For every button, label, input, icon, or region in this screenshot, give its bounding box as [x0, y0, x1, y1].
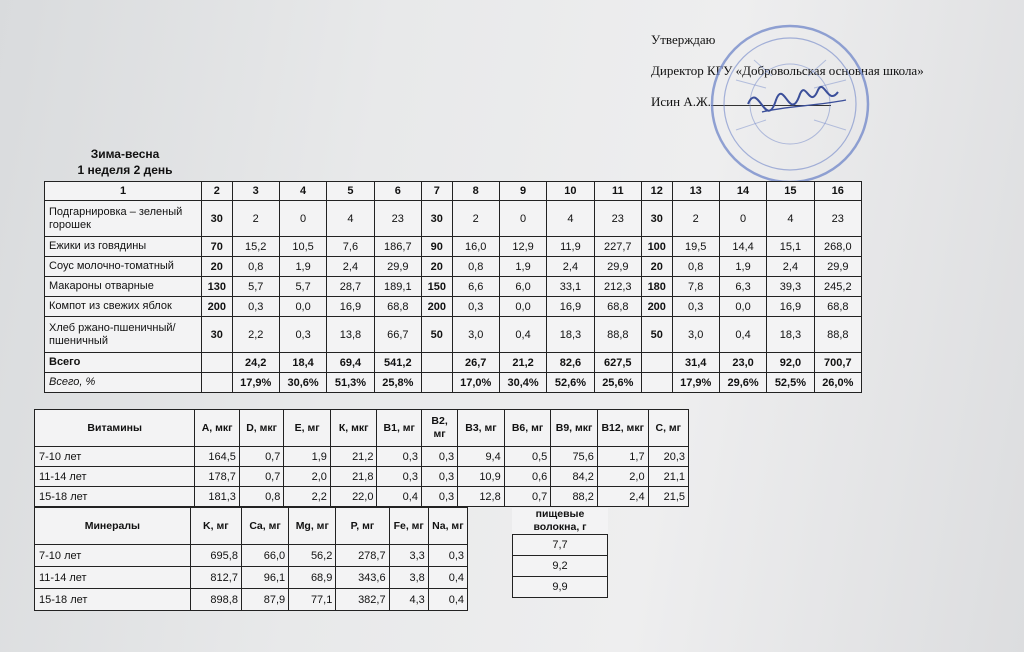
table-cell: 51,3% [327, 373, 374, 393]
table-cell: 12,8 [458, 487, 505, 507]
header-cell: 2 [202, 182, 233, 201]
table-cell: 0,4 [428, 589, 467, 611]
dish-name: Соус молочно-томатный [45, 257, 202, 277]
table-cell: 30 [202, 201, 233, 237]
table-cell: 17,9% [232, 373, 279, 393]
season-title: Зима-весна [90, 147, 160, 161]
header-cell: 3 [232, 182, 279, 201]
table-cell: 0,3 [377, 467, 421, 487]
dish-name: Подгарнировка – зеленый горошек [45, 201, 202, 237]
table-cell: 92,0 [767, 353, 814, 373]
table-cell: 20,3 [648, 447, 688, 467]
header-cell: 8 [452, 182, 499, 201]
table-cell: 10,9 [458, 467, 505, 487]
table-cell: 18,3 [767, 317, 814, 353]
table-cell: 7,8 [672, 277, 719, 297]
table-header-row [35, 508, 468, 545]
table-cell: 96,1 [241, 567, 288, 589]
table-cell: 150 [421, 277, 452, 297]
table-cell: 0,3 [279, 317, 326, 353]
table-cell: 2,4 [597, 487, 648, 507]
header-cell: 5 [327, 182, 374, 201]
table-cell: 6,3 [719, 277, 766, 297]
age-label: 11-14 лет [35, 567, 191, 589]
age-label: 7-10 лет [35, 447, 195, 467]
table-cell: 4 [327, 201, 374, 237]
total-label: Всего [45, 353, 202, 373]
table-cell: 0,7 [504, 487, 551, 507]
table-cell: 700,7 [814, 353, 861, 373]
table-cell: 30 [641, 201, 672, 237]
table-cell: 56,2 [289, 545, 336, 567]
table-cell: 9,2 [513, 556, 608, 577]
signer-name: Исин А.Ж. [651, 94, 711, 109]
header-cell: В9, мкг [551, 410, 598, 447]
table-cell: 189,1 [374, 277, 421, 297]
table-cell: 39,3 [767, 277, 814, 297]
table-row [45, 317, 862, 353]
table-cell: 15,1 [767, 237, 814, 257]
table-cell: 50 [641, 317, 672, 353]
table-cell: 21,2 [330, 447, 377, 467]
table-cell: 31,4 [672, 353, 719, 373]
table-cell: 0,3 [377, 447, 421, 467]
table-cell: 181,3 [195, 487, 239, 507]
table-cell: 0,4 [719, 317, 766, 353]
header-cell: Е, мг [284, 410, 331, 447]
table-cell: 7,7 [513, 535, 608, 556]
table-cell: 52,6% [547, 373, 594, 393]
header-cell: В12, мкг [597, 410, 648, 447]
age-label: 15-18 лет [35, 589, 191, 611]
table-cell: 29,9 [814, 257, 861, 277]
table-cell: 29,6% [719, 373, 766, 393]
table-cell: 28,7 [327, 277, 374, 297]
minerals-table [34, 507, 468, 611]
fiber-header: пищевые волокна, г [513, 508, 608, 535]
table-cell: 5,7 [232, 277, 279, 297]
table-cell: 0,4 [499, 317, 546, 353]
table-cell: 30 [202, 317, 233, 353]
table-cell: 20 [421, 257, 452, 277]
table-cell: 2,4 [547, 257, 594, 277]
table-cell: 382,7 [336, 589, 389, 611]
table-cell: 30,6% [279, 373, 326, 393]
table-cell: 17,0% [452, 373, 499, 393]
table-cell: 2,4 [327, 257, 374, 277]
table-row [45, 201, 862, 237]
table-cell: 541,2 [374, 353, 421, 373]
table-cell: 227,7 [594, 237, 641, 257]
table-cell [202, 373, 233, 393]
table-header-row [513, 508, 608, 535]
table-cell: 2,2 [284, 487, 331, 507]
table-cell: 0,4 [428, 567, 467, 589]
table-cell: 30,4% [499, 373, 546, 393]
dish-name: Хлеб ржано-пшеничный/пшеничный [45, 317, 202, 353]
table-cell: 18,3 [547, 317, 594, 353]
table-cell: 24,2 [232, 353, 279, 373]
table-cell: 0,3 [232, 297, 279, 317]
table-cell: 0 [279, 201, 326, 237]
table-cell: 2 [672, 201, 719, 237]
table-cell: 6,0 [499, 277, 546, 297]
table-cell: 0,3 [421, 487, 457, 507]
header-cell: P, мг [336, 508, 389, 545]
table-cell: 2,0 [284, 467, 331, 487]
table-cell: 68,8 [594, 297, 641, 317]
table-cell: 1,9 [499, 257, 546, 277]
table-cell: 25,8% [374, 373, 421, 393]
table-cell: 3,3 [389, 545, 428, 567]
table-row [35, 487, 689, 507]
header-cell: Минералы [35, 508, 191, 545]
header-cell: В1, мг [377, 410, 421, 447]
table-cell: 278,7 [336, 545, 389, 567]
table-cell: 10,5 [279, 237, 326, 257]
table-cell: 69,4 [327, 353, 374, 373]
header-cell: 4 [279, 182, 326, 201]
table-cell: 22,0 [330, 487, 377, 507]
table-cell: 627,5 [594, 353, 641, 373]
table-cell: 13,8 [327, 317, 374, 353]
table-cell: 200 [421, 297, 452, 317]
table-cell: 23 [814, 201, 861, 237]
header-cell: 16 [814, 182, 861, 201]
table-cell: 12,9 [499, 237, 546, 257]
table-cell: 0,4 [377, 487, 421, 507]
table-cell: 66,0 [241, 545, 288, 567]
table-cell: 3,0 [672, 317, 719, 353]
table-cell: 0,3 [672, 297, 719, 317]
table-cell [421, 353, 452, 373]
table-cell: 2,0 [597, 467, 648, 487]
header-cell: Витамины [35, 410, 195, 447]
table-cell: 178,7 [195, 467, 239, 487]
table-cell: 268,0 [814, 237, 861, 257]
table-row [45, 277, 862, 297]
table-cell [641, 373, 672, 393]
table-cell: 30 [421, 201, 452, 237]
table-cell: 5,7 [279, 277, 326, 297]
header-cell: 13 [672, 182, 719, 201]
table-cell: 84,2 [551, 467, 598, 487]
table-cell: 4,3 [389, 589, 428, 611]
header-cell: 15 [767, 182, 814, 201]
table-cell [421, 373, 452, 393]
table-cell: 0 [499, 201, 546, 237]
vitamins-table [34, 409, 689, 507]
table-cell: 23,0 [719, 353, 766, 373]
table-cell: 19,5 [672, 237, 719, 257]
table-cell: 33,1 [547, 277, 594, 297]
header-cell: K, мг [190, 508, 241, 545]
table-cell: 4 [767, 201, 814, 237]
table-cell: 0,8 [239, 487, 283, 507]
header-cell: 6 [374, 182, 421, 201]
approval-title: Утверждаю [651, 32, 716, 47]
table-cell: 68,8 [374, 297, 421, 317]
table-cell: 6,6 [452, 277, 499, 297]
age-label: 11-14 лет [35, 467, 195, 487]
header-cell: 12 [641, 182, 672, 201]
season-subtitle: 1 неделя 2 день [77, 163, 173, 177]
table-header-row [35, 410, 689, 447]
table-row [45, 237, 862, 257]
table-cell: 68,9 [289, 567, 336, 589]
table-cell: 0,3 [421, 467, 457, 487]
header-cell: Ca, мг [241, 508, 288, 545]
table-cell [202, 353, 233, 373]
table-cell: 88,8 [594, 317, 641, 353]
table-row [513, 577, 608, 598]
table-cell: 0,8 [452, 257, 499, 277]
table-cell: 180 [641, 277, 672, 297]
table-cell [641, 353, 672, 373]
table-cell: 29,9 [594, 257, 641, 277]
table-cell: 212,3 [594, 277, 641, 297]
table-cell: 100 [641, 237, 672, 257]
table-header-row [45, 182, 862, 201]
table-cell: 1,7 [597, 447, 648, 467]
table-cell: 245,2 [814, 277, 861, 297]
table-cell: 20 [202, 257, 233, 277]
table-cell: 7,6 [327, 237, 374, 257]
table-cell: 0,3 [452, 297, 499, 317]
table-cell: 0,0 [719, 297, 766, 317]
header-cell: В3, мг [458, 410, 505, 447]
header-cell: Na, мг [428, 508, 467, 545]
table-cell: 70 [202, 237, 233, 257]
table-row [35, 589, 468, 611]
table-row [35, 447, 689, 467]
table-cell: 15,2 [232, 237, 279, 257]
table-cell: 29,9 [374, 257, 421, 277]
header-cell: К, мкг [330, 410, 377, 447]
header-cell: В6, мг [504, 410, 551, 447]
dish-name: Макароны отварные [45, 277, 202, 297]
table-cell: 88,8 [814, 317, 861, 353]
table-cell: 23 [594, 201, 641, 237]
table-cell: 2,4 [767, 257, 814, 277]
header-cell: В2, мг [421, 410, 457, 447]
table-cell: 75,6 [551, 447, 598, 467]
table-cell: 50 [421, 317, 452, 353]
table-cell: 0 [719, 201, 766, 237]
header-cell: 14 [719, 182, 766, 201]
table-cell: 0,0 [499, 297, 546, 317]
header-cell: 7 [421, 182, 452, 201]
table-cell: 898,8 [190, 589, 241, 611]
table-cell: 9,9 [513, 577, 608, 598]
table-cell: 2 [452, 201, 499, 237]
table-cell: 16,9 [327, 297, 374, 317]
dish-name: Компот из свежих яблок [45, 297, 202, 317]
header-cell: 10 [547, 182, 594, 201]
dish-name: Ежики из говядины [45, 237, 202, 257]
table-cell: 164,5 [195, 447, 239, 467]
table-cell: 3,8 [389, 567, 428, 589]
table-row [513, 535, 608, 556]
header-cell: D, мкг [239, 410, 283, 447]
table-cell: 0,6 [504, 467, 551, 487]
header-cell: А, мкг [195, 410, 239, 447]
table-cell: 90 [421, 237, 452, 257]
table-cell: 82,6 [547, 353, 594, 373]
header-cell: Mg, мг [289, 508, 336, 545]
table-cell: 11,9 [547, 237, 594, 257]
table-cell: 2,2 [232, 317, 279, 353]
table-cell: 16,0 [452, 237, 499, 257]
table-row [35, 567, 468, 589]
age-label: 15-18 лет [35, 487, 195, 507]
table-cell: 23 [374, 201, 421, 237]
table-cell: 0,8 [232, 257, 279, 277]
table-cell: 0,5 [504, 447, 551, 467]
table-cell: 0,3 [428, 545, 467, 567]
percent-label: Всего, % [45, 373, 202, 393]
table-cell: 26,7 [452, 353, 499, 373]
table-cell: 130 [202, 277, 233, 297]
table-cell: 0,7 [239, 467, 283, 487]
table-cell: 812,7 [190, 567, 241, 589]
table-cell: 1,9 [719, 257, 766, 277]
header-cell: 9 [499, 182, 546, 201]
table-cell: 9,4 [458, 447, 505, 467]
table-cell: 25,6% [594, 373, 641, 393]
table-cell: 1,9 [284, 447, 331, 467]
table-cell: 52,5% [767, 373, 814, 393]
header-cell: 1 [45, 182, 202, 201]
percent-row [45, 373, 862, 393]
table-cell: 18,4 [279, 353, 326, 373]
age-label: 7-10 лет [35, 545, 191, 567]
table-row [35, 467, 689, 487]
table-cell: 21,1 [648, 467, 688, 487]
table-cell: 0,0 [279, 297, 326, 317]
table-cell: 186,7 [374, 237, 421, 257]
table-cell: 88,2 [551, 487, 598, 507]
table-cell: 4 [547, 201, 594, 237]
table-cell: 0,7 [239, 447, 283, 467]
table-cell: 1,9 [279, 257, 326, 277]
table-cell: 200 [202, 297, 233, 317]
table-cell: 16,9 [767, 297, 814, 317]
table-cell: 0,8 [672, 257, 719, 277]
table-cell: 21,5 [648, 487, 688, 507]
table-cell: 17,9% [672, 373, 719, 393]
approval-position: Директор КГУ «Добровольская основная школа» [651, 63, 924, 78]
header-cell: 11 [594, 182, 641, 201]
table-row [45, 257, 862, 277]
table-cell: 695,8 [190, 545, 241, 567]
table-cell: 3,0 [452, 317, 499, 353]
table-cell: 21,2 [499, 353, 546, 373]
table-cell: 14,4 [719, 237, 766, 257]
table-cell: 343,6 [336, 567, 389, 589]
table-cell: 87,9 [241, 589, 288, 611]
header-cell: С, мг [648, 410, 688, 447]
table-row [513, 556, 608, 577]
header-cell: Fe, мг [389, 508, 428, 545]
table-cell: 200 [641, 297, 672, 317]
table-cell: 66,7 [374, 317, 421, 353]
school-stamp-icon [706, 20, 874, 188]
menu-table [44, 181, 862, 393]
table-row [35, 545, 468, 567]
table-cell: 68,8 [814, 297, 861, 317]
table-row [45, 297, 862, 317]
table-cell: 16,9 [547, 297, 594, 317]
fiber-table [512, 508, 608, 598]
season-header [60, 146, 190, 178]
table-cell: 26,0% [814, 373, 861, 393]
table-cell: 21,8 [330, 467, 377, 487]
table-cell: 20 [641, 257, 672, 277]
table-cell: 77,1 [289, 589, 336, 611]
total-row [45, 353, 862, 373]
table-cell: 2 [232, 201, 279, 237]
table-cell: 0,3 [421, 447, 457, 467]
